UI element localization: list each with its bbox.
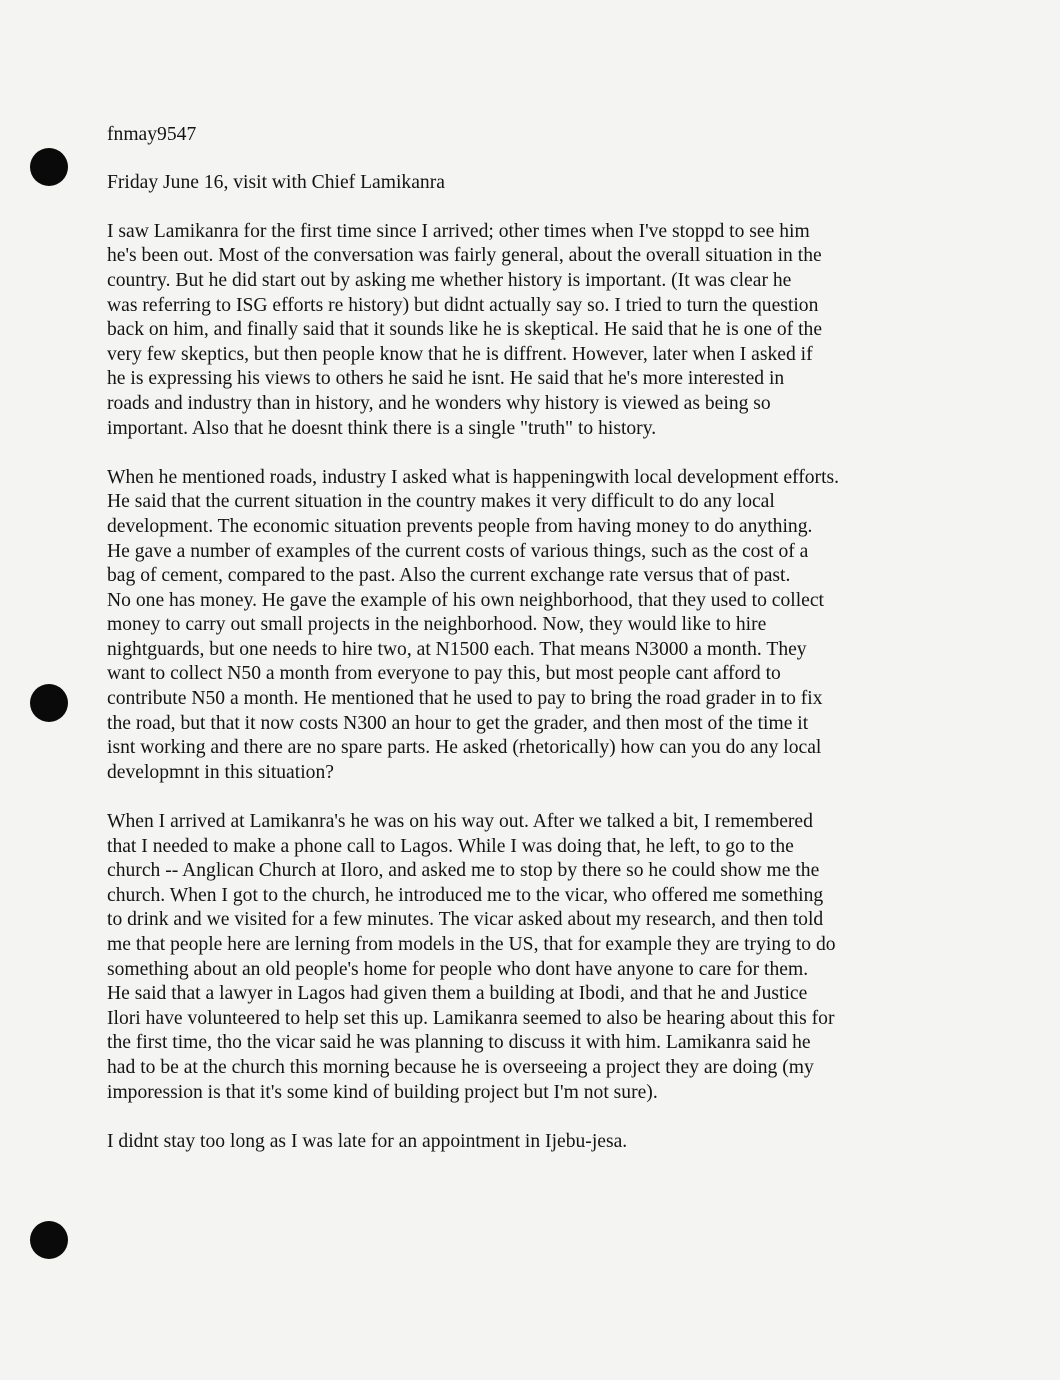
document-body	[107, 123, 937, 1179]
text-line: the road, but that it now costs N300 an hour to get the grader, and then most of the time it	[107, 712, 809, 734]
text-line: isnt working and there are no spare parts. He asked (rhetorically) how can you do any local	[107, 737, 822, 759]
paragraph-list	[107, 220, 937, 1155]
text-line: No one has money. He gave the example of his own neighborhood, that they used to collect	[107, 589, 824, 611]
text-line: roads and industry than in history, and he wonders why history is viewed as being so	[107, 392, 771, 414]
text-line: bag of cement, compared to the past. Also the current exchange rate versus that of past.	[107, 565, 791, 587]
paragraph	[107, 220, 937, 441]
text-line: he is expressing his views to others he said he isnt. He said that he's more interested in	[107, 368, 785, 390]
paragraph	[107, 466, 937, 786]
text-line: I saw Lamikanra for the first time since I arrived; other times when I've stoppd to see him	[107, 220, 810, 242]
text-line: something about an old people's home for people who dont have anyone to care for them.	[107, 958, 809, 980]
text-line: that I needed to make a phone call to Lagos. While I was doing that, he left, to go to the	[107, 835, 794, 857]
text-line: Ilori have volunteered to help set this up. Lamikanra seemed to also be hearing about this for	[107, 1007, 835, 1029]
text-line: me that people here are lerning from models in the US, that for example they are trying to do	[107, 934, 836, 955]
punch-hole-bottom	[30, 1221, 68, 1259]
text-line: important. Also that he doesnt think there is a single "truth" to history.	[107, 417, 657, 439]
document-id: fnmay9547	[107, 124, 197, 145]
paragraph	[107, 810, 937, 1105]
text-line: He said that the current situation in the country makes it very difficult to do any local	[107, 491, 775, 513]
punch-hole-top	[30, 148, 68, 186]
text-line: back on him, and finally said that it sounds like he is skeptical. He said that he is one of the	[107, 319, 823, 341]
text-line: church -- Anglican Church at Iloro, and asked me to stop by there so he could show me the	[107, 860, 820, 882]
text-line: to drink and we visited for a few minutes. The vicar asked about my research, and then told	[107, 909, 824, 931]
text-line: country. But he did start out by asking me whether history is important. (It was clear he	[107, 269, 792, 291]
text-line: When he mentioned roads, industry I asked what is happeningwith local development efforts.	[107, 466, 840, 488]
document-heading: Friday June 16, visit with Chief Lamikanra	[107, 171, 445, 193]
paragraph	[107, 1130, 937, 1155]
text-line: the first time, tho the vicar said he was planning to discuss it with him. Lamikanra said he	[107, 1032, 811, 1054]
text-line: had to be at the church this morning because he is overseeing a project they are doing (my	[107, 1056, 814, 1078]
text-line: was referring to ISG efforts re history) but didnt actually say so. I tried to turn the question	[107, 294, 819, 316]
text-line: He said that a lawyer in Lagos had given them a building at Ibodi, and that he and Justice	[107, 983, 808, 1005]
text-line: church. When I got to the church, he introduced me to the vicar, who offered me something	[107, 884, 824, 906]
text-line: imporession is that it's some kind of building project but I'm not sure).	[107, 1081, 658, 1103]
text-line: contribute N50 a month. He mentioned that he used to pay to bring the road grader in to fix	[107, 688, 823, 710]
text-line: He gave a number of examples of the current costs of various things, such as the cost of a	[107, 540, 809, 562]
text-line: money to carry out small projects in the neighborhood. Now, they would like to hire	[107, 614, 767, 636]
text-line: want to collect N50 a month from everyone to pay this, but most people cant afford to	[107, 663, 781, 685]
text-line: development. The economic situation prevents people from having money to do anything.	[107, 515, 813, 537]
text-line: I didnt stay too long as I was late for an appointment in Ijebu-jesa.	[107, 1130, 628, 1152]
text-line: nightguards, but one needs to hire two, at N1500 each. That means N3000 a month. They	[107, 638, 807, 660]
text-line: When I arrived at Lamikanra's he was on his way out. After we talked a bit, I remembered	[107, 811, 813, 833]
text-line: he's been out. Most of the conversation was fairly general, about the overall situation in the	[107, 245, 822, 267]
text-line: developmnt in this situation?	[107, 761, 334, 783]
text-line: very few skeptics, but then people know that he is diffrent. However, later when I asked if	[107, 343, 813, 365]
punch-hole-middle	[30, 684, 68, 722]
